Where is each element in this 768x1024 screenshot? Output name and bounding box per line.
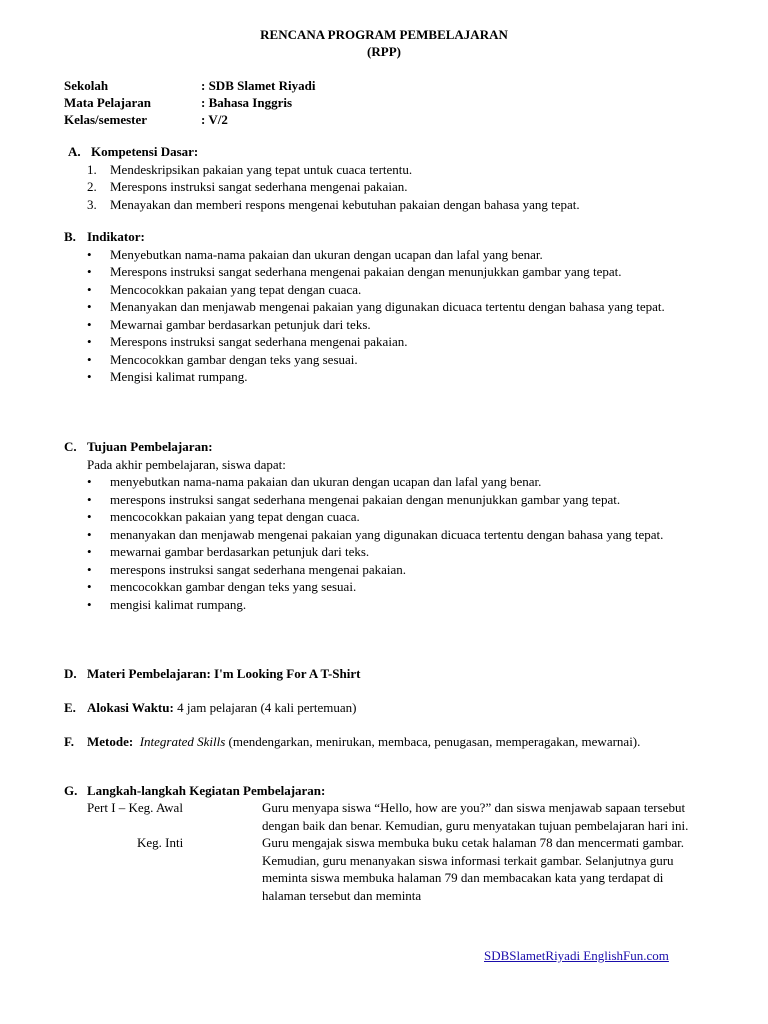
meta-key: Sekolah — [64, 78, 109, 93]
list-item — [64, 596, 710, 614]
bullet-icon: • — [87, 526, 92, 542]
step-label: Pert I – Keg. Awal — [87, 800, 183, 815]
section-text: (mendengarkan, menirukan, membaca, penugasan, memperagakan, mewarnai). — [225, 734, 641, 749]
list-item — [64, 178, 718, 196]
bullet-icon: • — [87, 474, 92, 489]
competency-list — [64, 161, 718, 214]
list-item — [64, 298, 710, 316]
section-heading — [64, 733, 704, 751]
item-text: Merespons instruksi sangat sederhana mengenai pakaian dengan menunjukkan gambar yang tepat. — [110, 264, 622, 279]
section-title: Kompetensi Dasar: — [91, 144, 199, 159]
item-text: Merespons instruksi sangat sederhana mengenai pakaian. — [110, 179, 408, 194]
section-e — [64, 699, 714, 717]
list-item — [64, 368, 710, 386]
list-item — [64, 263, 710, 281]
indicator-list — [64, 246, 714, 386]
meta-info — [64, 77, 315, 128]
section-title: Tujuan Pembelajaran: — [87, 439, 213, 454]
step-row — [87, 799, 707, 834]
item-text: menyebutkan nama-nama pakaian dan ukuran dengan ucapan dan lafal yang benar. — [110, 474, 542, 489]
list-item — [64, 543, 710, 561]
bullet-icon: • — [87, 561, 92, 577]
item-text: Menanyakan dan menjawab mengenai pakaian yang digunakan dicuaca tertentu dengan bahasa yang tepat. — [110, 299, 665, 314]
objective-list — [64, 473, 714, 613]
item-text: mewarnai gambar berdasarkan petunjuk dari teks. — [110, 544, 370, 559]
section-heading — [68, 143, 718, 161]
item-text: Merespons instruksi sangat sederhana mengenai pakaian. — [110, 334, 408, 349]
footer-link[interactable]: SDBSlametRiyadi EnglishFun.com — [484, 948, 669, 963]
list-item — [64, 316, 710, 334]
section-title: Metode: — [87, 734, 134, 749]
list-item — [64, 561, 710, 579]
section-intro: Pada akhir pembelajaran, siswa dapat: — [87, 456, 286, 472]
section-letter: D. — [64, 666, 77, 681]
section-title: Langkah-langkah Kegiatan Pembelajaran: — [87, 783, 326, 798]
bullet-icon: • — [87, 299, 92, 314]
bullet-icon: • — [87, 316, 92, 332]
section-heading — [64, 665, 714, 683]
bullet-icon: • — [87, 264, 92, 279]
item-number: 3. — [87, 196, 97, 212]
section-body — [87, 733, 640, 751]
section-a — [68, 143, 718, 213]
item-text: Mewarnai gambar berdasarkan petunjuk dari teks. — [110, 316, 371, 332]
list-item — [64, 351, 710, 369]
section-letter: F. — [64, 734, 74, 749]
meta-value: : Bahasa Inggris — [201, 95, 293, 110]
section-f — [64, 733, 704, 751]
section-letter: G. — [64, 783, 78, 798]
item-text: Mengisi kalimat rumpang. — [110, 369, 248, 384]
bullet-icon: • — [87, 579, 92, 594]
section-heading — [64, 438, 714, 456]
section-d — [64, 665, 714, 683]
item-text: mencocokkan pakaian yang tepat dengan cuaca. — [110, 509, 360, 524]
section-c — [64, 438, 714, 613]
item-text: mengisi kalimat rumpang. — [110, 596, 247, 612]
list-item — [64, 246, 710, 264]
document-title: RENCANA PROGRAM PEMBELAJARAN — [260, 27, 508, 42]
list-item — [64, 196, 718, 214]
list-item — [64, 508, 710, 526]
bullet-icon: • — [87, 246, 92, 262]
section-letter: B. — [64, 229, 76, 244]
section-title: Materi Pembelajaran: I'm Looking For A T-Shirt — [87, 666, 361, 681]
meta-key: Kelas/semester — [64, 112, 148, 127]
list-item — [64, 473, 710, 491]
section-text: 4 jam pelajaran (4 kali pertemuan) — [173, 700, 357, 715]
item-number: 1. — [87, 161, 97, 177]
bullet-icon: • — [87, 596, 92, 612]
section-title: Indikator: — [87, 229, 145, 244]
bullet-icon: • — [87, 491, 92, 507]
bullet-icon: • — [87, 334, 92, 349]
list-item — [64, 491, 710, 509]
item-text: menanyakan dan menjawab mengenai pakaian yang digunakan dicuaca tertentu dengan bahasa yang tepat. — [110, 526, 664, 542]
item-number: 2. — [87, 179, 97, 194]
section-heading — [64, 228, 714, 246]
list-item — [64, 526, 710, 544]
section-g — [64, 782, 714, 800]
meta-value: : SDB Slamet Riyadi — [201, 78, 316, 93]
method-name: Integrated Skills — [139, 734, 226, 749]
section-heading — [64, 699, 714, 717]
item-text: merespons instruksi sangat sederhana mengenai pakaian. — [110, 561, 407, 577]
item-text: Mencocokkan gambar dengan teks yang sesuai. — [110, 351, 358, 367]
list-item — [64, 281, 710, 299]
bullet-icon: • — [87, 351, 92, 367]
bullet-icon: • — [87, 281, 92, 297]
item-text: merespons instruksi sangat sederhana mengenai pakaian dengan menunjukkan gambar yang tepat. — [110, 491, 621, 507]
item-text: Menayakan dan memberi respons mengenai kebutuhan pakaian dengan bahasa yang tepat. — [110, 196, 580, 212]
meta-row-subject — [64, 94, 315, 111]
step-label: Keg. Inti — [137, 835, 184, 850]
list-item — [64, 578, 710, 596]
section-title: Alokasi Waktu: — [87, 700, 174, 715]
item-text: mencocokkan gambar dengan teks yang sesuai. — [110, 579, 357, 594]
meta-row-school — [64, 77, 315, 94]
section-heading — [64, 782, 714, 800]
meta-row-class — [64, 111, 315, 128]
bullet-icon: • — [87, 544, 92, 559]
section-b — [64, 228, 714, 386]
meta-value: : V/2 — [201, 112, 228, 127]
step-row — [87, 834, 707, 904]
item-text: Menyebutkan nama-nama pakaian dan ukuran dengan ucapan dan lafal yang benar. — [110, 246, 543, 262]
bullet-icon: • — [87, 509, 92, 524]
activity-steps — [87, 799, 707, 904]
step-text: Guru menyapa siswa “Hello, how are you?” dan siswa menjawab sapaan tersebut dengan baik dan benar. Kemudian, guru menyatakan tujuan pembelajaran hari ini. — [262, 800, 689, 833]
document-subtitle: (RPP) — [367, 44, 401, 59]
section-letter: A. — [68, 144, 81, 159]
step-text: Guru mengajak siswa membuka buku cetak halaman 78 dan mencermati gambar. Kemudian, guru menanyakan siswa informasi terkait gambar. Selanjutnya guru meminta siswa membuka halaman 79 dan membacakan kata yang terdapat di halaman tersebut dan meminta — [262, 835, 684, 903]
section-letter: E. — [64, 700, 76, 715]
list-item — [64, 333, 710, 351]
section-letter: C. — [64, 439, 77, 454]
bullet-icon: • — [87, 369, 92, 384]
item-text: Mendeskripsikan pakaian yang tepat untuk cuaca tertentu. — [110, 161, 413, 177]
meta-key: Mata Pelajaran — [64, 95, 152, 110]
item-text: Mencocokkan pakaian yang tepat dengan cuaca. — [110, 281, 362, 297]
list-item — [64, 161, 718, 179]
